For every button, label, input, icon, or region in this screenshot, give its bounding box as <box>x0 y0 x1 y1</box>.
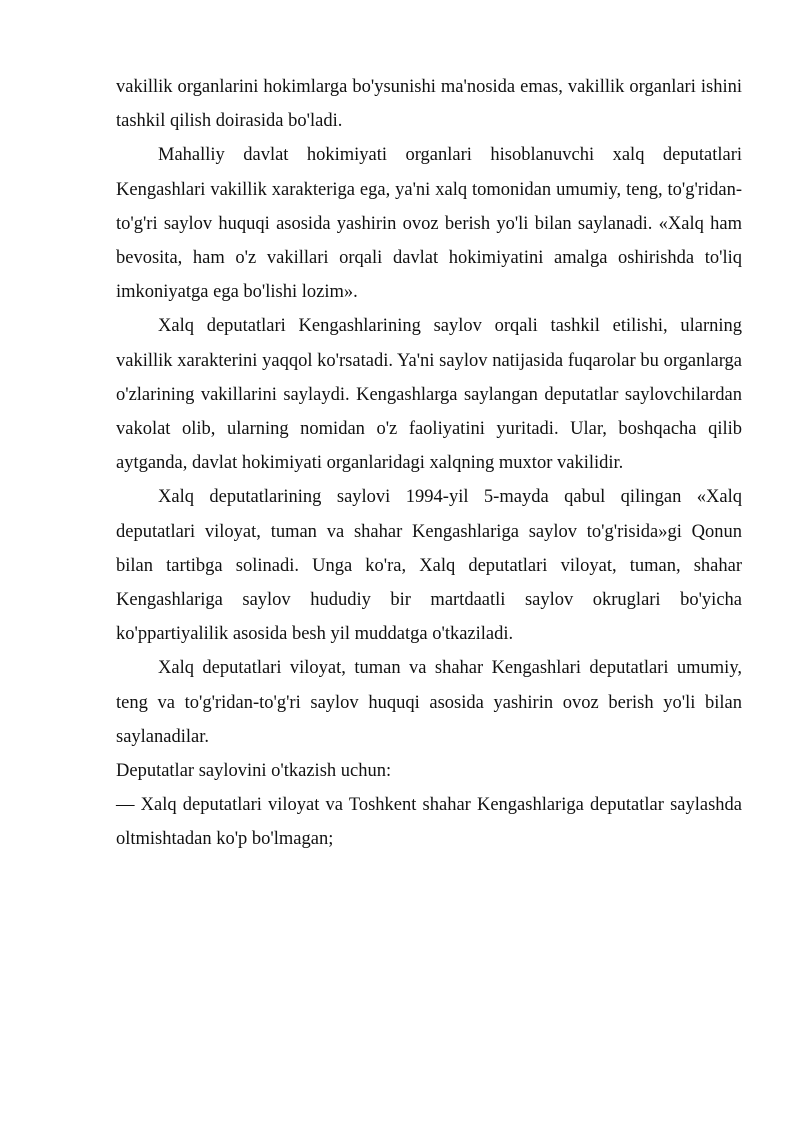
paragraph-election-law: Xalq deputatlarining saylovi 1994-yil 5-mayda qabul qilingan «Xalq deputatlari viloyat, tuman va shahar Kengashlariga saylov to'g'risida»gi Qonun bilan tartibga solinadi. Unga ko'ra, Xalq deputatlari viloyat, tuman, shahar Kengashlariga saylov hududiy bir martdaatli saylov okruglari bo'yicha ko'ppartiyalilik asosida besh yil muddatga o'tkaziladi. <box>116 487 742 645</box>
paragraph-deputies-elected: Xalq deputatlari viloyat, tuman va shahar Kengashlari deputatlari umumiy, teng va to'g'ridan-to'g'ri saylov huquqi asosida yashirin ovoz berish yo'li bilan saylanadilar. <box>116 658 742 747</box>
paragraph-continuation: vakillik organlarini hokimlarga bo'ysunishi ma'nosida emas, vakillik organlari ishini tashkil qilish doirasida bo'ladi. <box>116 77 742 132</box>
paragraph-election-intro: Deputatlar saylovini o'tkazish uchun: <box>116 761 392 782</box>
paragraph-list-item: — Xalq deputatlari viloyat va Toshkent shahar Kengashlariga deputatlar saylashda oltmishtadan ko'p bo'lmagan; <box>116 795 742 850</box>
paragraph-local-government: Mahalliy davlat hokimiyati organlari hisoblanuvchi xalq deputatlari Kengashlari vakillik xarakteriga ega, ya'ni xalq tomonidan umumiy, teng, to'g'ridan-to'g'ri saylov huquqi asosida yashirin ovoz berish yo'li bilan saylanadi. «Xalq ham bevosita, ham o'z vakillari orqali davlat hokimiyatini amalga oshirishda to'liq imkoniyatga ega bo'lishi lozim». <box>116 145 742 303</box>
document-page <box>116 70 742 857</box>
paragraph-councils-election: Xalq deputatlari Kengashlarining saylov orqali tashkil etilishi, ularning vakillik xarakterini yaqqol ko'rsatadi. Ya'ni saylov natijasida fuqarolar bu organlarga o'zlarining vakillarini saylaydi. Kengashlarga saylangan deputatlar saylovchilardan vakolat olib, ularning nomidan o'z faoliyatini yuritadi. Ular, boshqacha qilib aytganda, davlat hokimiyati organlaridagi xalqning muxtor vakilidir. <box>116 316 742 474</box>
